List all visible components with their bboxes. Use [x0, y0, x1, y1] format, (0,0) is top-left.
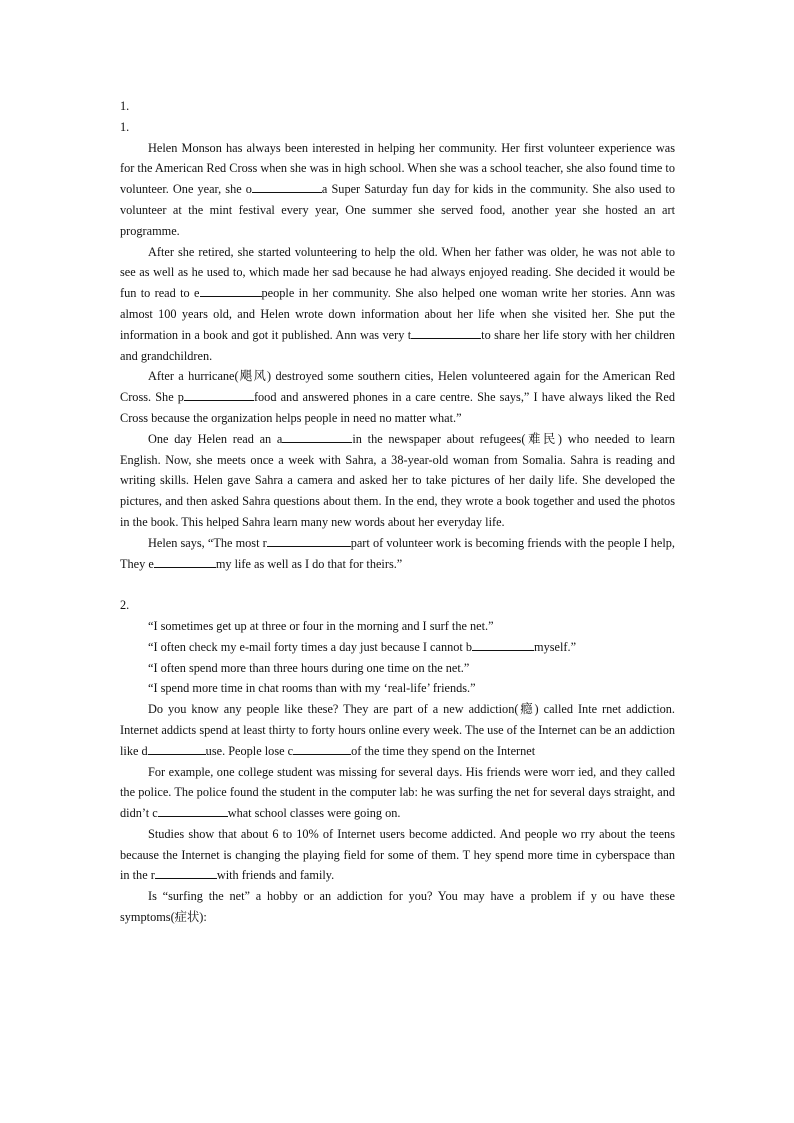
blank-line	[158, 804, 228, 817]
blank-line	[472, 638, 534, 651]
quote: “I sometimes get up at three or four in the morning and I surf the net.”	[148, 618, 494, 633]
question-number: 1.	[120, 119, 130, 134]
paragraph	[120, 762, 675, 824]
text-run: with friends and family.	[216, 868, 335, 883]
paragraph	[120, 699, 675, 761]
blank-line	[252, 180, 322, 193]
text-run: “I often check my e-mail forty times a day just because I cannot b	[148, 639, 473, 654]
text-run: food and answered phones in a care centre. She says,” I have always liked the Red Cross because the organization helps people in need no matter what.”	[120, 390, 675, 425]
paragraph	[120, 429, 675, 533]
blank-line	[293, 742, 351, 755]
document-page	[120, 96, 675, 928]
quote: “I often spend more than three hours during one time on the net.”	[148, 660, 470, 675]
text-run: use. People lose c	[205, 743, 294, 758]
text-run: what school classes were going on.	[227, 806, 401, 821]
blank-line	[148, 742, 206, 755]
paragraph	[120, 533, 675, 575]
text-run: in the newspaper about refugees(难民) who needed to learn English. Now, she meets once a week with Sahra, a 38-year-old woman from Somalia. Sahra is reading and writing skills. Helen gave Sahra a camera and asked her to take pictures of her daily life. She developed the pictures, and then asked Sahra questions about them. In the end, they wrote a book together and used the photos in the book. This helped Sahra learn many new words about her everyday life.	[120, 431, 675, 529]
text-run: One day Helen read an a	[148, 431, 283, 446]
quote: “I spend more time in chat rooms than with my ‘real-life’ friends.”	[148, 681, 476, 696]
blank-line	[154, 555, 216, 568]
paragraph	[120, 824, 675, 886]
text-run: my life as well as I do that for theirs.”	[215, 556, 403, 571]
quote	[120, 637, 675, 658]
blank-line	[184, 388, 254, 401]
text-run: people in her community. She also helped one woman write her stories. Ann was almost 100 years old, and Helen wrote down information about her life when she visited her. She put the information in a book and got it published. Ann was very t	[120, 286, 675, 342]
text-run: myself.”	[534, 639, 577, 654]
text-run: After she retired, she started volunteering to help the old. When her father was older, he was not able to see as well as he used to, which made her sad because he had always enjoyed reading. She decided it would be fun to read to e	[120, 244, 675, 301]
blank-line	[411, 326, 481, 339]
question-number: 2.	[120, 598, 130, 613]
text-run: After a hurricane(飓风) destroyed some southern cities, Helen volunteered again for the American Red Cross. She p	[120, 369, 675, 405]
blank-line	[267, 534, 351, 547]
paragraph	[120, 242, 675, 367]
blank-line	[155, 866, 217, 879]
text-run: of the time they spend on the Internet	[351, 743, 536, 758]
blank-line	[282, 430, 352, 443]
text-run: Do you know any people like these? They are part of a new addiction(瘾) called Inte rnet addiction. Internet addicts spend at least thirty to forty hours online every week. The use of the Internet can be an addiction like d	[120, 702, 675, 758]
blank-line	[200, 284, 262, 297]
text-run: a Super Saturday fun day for kids in the community. She also used to volunteer at the mint festival every year, One summer she served food, another year she hosted an art programme.	[120, 182, 676, 238]
paragraph	[120, 366, 675, 428]
text-run: part of volunteer work is becoming friends with the people I help, They e	[120, 535, 675, 571]
text-run: Helen Monson has always been interested in helping her community. Her first volunteer experience was for the American Red Cross when she was in high school. When she was a school teacher, she also found time to volunteer. One year, she o	[120, 140, 675, 197]
text-run: to share her life story with her children and grandchildren.	[120, 327, 675, 363]
paragraph: Is “surfing the net” a hobby or an addiction for you? You may have a problem if y ou have these symptoms(症状):	[120, 889, 675, 925]
text-run: Helen says, “The most r	[148, 535, 267, 550]
text-run: For example, one college student was missing for several days. His friends were worr ied, and they called the police. The police found the student in the computer lab: he was surfing the net for several days straight, and didn’t c	[120, 764, 675, 821]
paragraph	[120, 138, 675, 242]
question-number: 1.	[120, 99, 130, 113]
text-run: Studies show that about 6 to 10% of Internet users become addicted. And people wo rry about the teens because the Internet is changing the playing field for some of them. T hey spend more time in cyberspace than in the r	[120, 826, 675, 883]
